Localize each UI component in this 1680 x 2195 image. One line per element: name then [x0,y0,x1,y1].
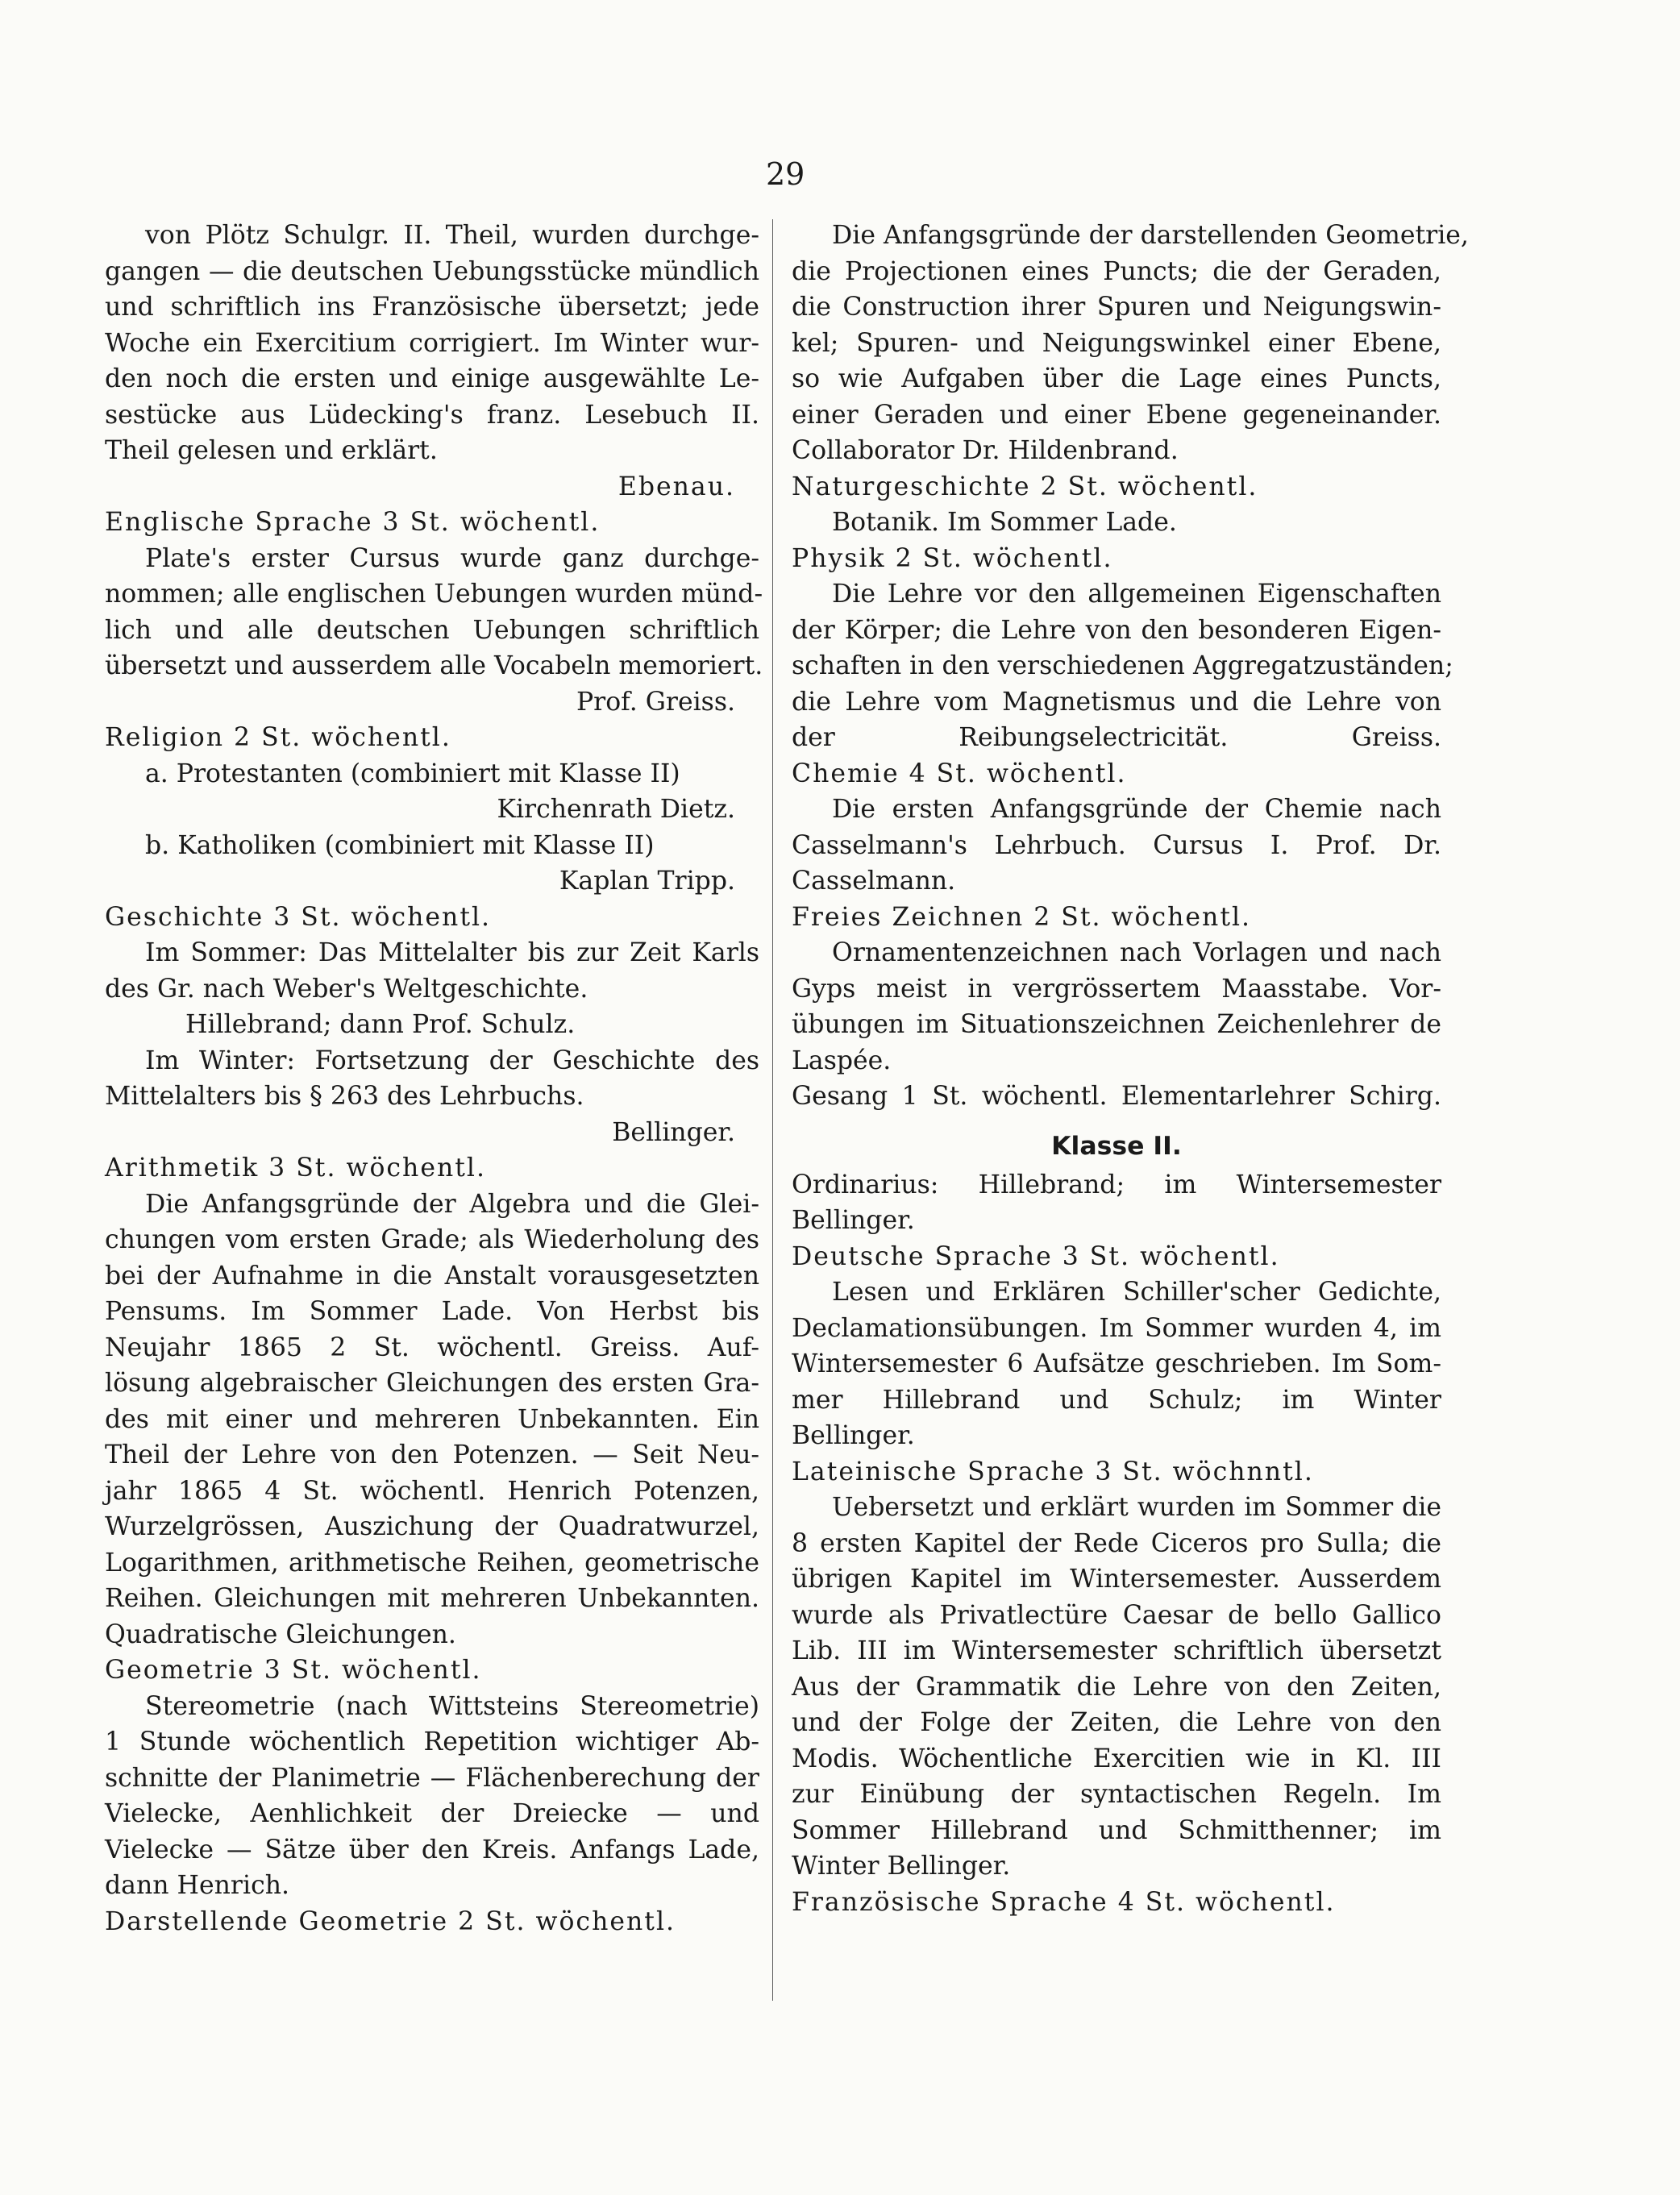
text-line: des mit einer und mehreren Unbekannten. Ein [105,1404,759,1434]
section-heading: Englische Sprache 3 St. wöchentl. [105,508,601,537]
text-line: die Projectionen eines Puncts; die der Geraden, [792,256,1441,286]
text-line: nommen; alle englischen Uebungen wurden münd- [105,580,763,609]
text-line: Botanik. Im Sommer Lade. [832,508,1177,537]
text-line: zur Einübung der syntactischen Regeln. Im [792,1780,1441,1809]
text-line: Pensums. Im Sommer Lade. Von Herbst bis [105,1297,759,1326]
section-heading: Lateinische Sprache 3 St. wöchnntl. [792,1457,1314,1486]
text-line: einer Geraden und einer Ebene gegeneinander. [792,400,1441,430]
text-line: Casselmann. [792,867,956,896]
section-heading: Französische Sprache 4 St. wöchentl. [792,1887,1336,1917]
text-line: bei der Aufnahme in die Anstalt vorausgesetzten [105,1261,759,1291]
text-line: Wurzelgrössen, Auszichung der Quadratwurzel, [105,1512,759,1541]
text-line: Collaborator Dr. Hildenbrand. [792,436,1179,465]
class-heading: Klasse II. [1051,1131,1182,1161]
text-line: Plate's erster Cursus wurde ganz durchge- [145,543,759,573]
text-line: Lib. III im Wintersemester schriftlich übersetzt [792,1636,1441,1665]
text-line: und der Folge der Zeiten, die Lehre von den [792,1708,1441,1737]
text-line: Winter Bellinger. [792,1852,1011,1881]
teacher-name: Kaplan Tripp. [559,867,735,896]
column-divider [772,219,773,2001]
text-line: mer Hillebrand und Schulz; im Winter [792,1385,1441,1415]
text-line: der Reibungselectricität. Greiss. [792,723,1441,752]
text-line: Reihen. Gleichungen mit mehreren Unbekannten. [105,1584,759,1613]
text-line: Im Sommer: Das Mittelalter bis zur Zeit Karls [145,938,759,967]
text-line: Bellinger. [792,1421,915,1450]
text-line: übersetzt und ausserdem alle Vocabeln memoriert. [105,651,763,680]
section-heading: Arithmetik 3 St. wöchentl. [105,1154,487,1183]
text-line: von Plötz Schulgr. II. Theil, wurden durchge- [145,221,759,250]
text-line: b. Katholiken (combiniert mit Klasse II) [145,830,655,860]
text-line: chungen vom ersten Grade; als Wiederholung des [105,1225,759,1254]
text-line: Die ersten Anfangsgründe der Chemie nach [832,795,1441,824]
text-line: Lesen und Erklären Schiller'scher Gedichte, [832,1278,1441,1307]
text-line: 8 ersten Kapitel der Rede Ciceros pro Sulla; die [792,1528,1441,1558]
text-line: Declamationsübungen. Im Sommer wurden 4, im [792,1313,1441,1343]
text-line: übrigen Kapitel im Wintersemester. Ausserdem [792,1565,1441,1594]
text-line: jahr 1865 4 St. wöchentl. Henrich Potenzen, [105,1476,759,1506]
text-line: Vielecke, Aenhlichkeit der Dreiecke — und [105,1799,759,1828]
text-line: übungen im Situationszeichnen Zeichenlehrer de [792,1010,1441,1039]
text-line: gangen — die deutschen Uebungsstücke mündlich [105,256,759,286]
section-heading: Deutsche Sprache 3 St. wöchentl. [792,1241,1280,1271]
text-line: lich und alle deutschen Uebungen schriftlich [105,615,759,645]
teacher-name: Ebenau. [618,472,735,501]
section-heading: Darstellende Geometrie 2 St. wöchentl. [105,1906,676,1936]
text-line: des Gr. nach Weber's Weltgeschichte. [105,974,588,1004]
text-line: Woche ein Exercitium corrigiert. Im Winter wur- [105,328,759,358]
text-line: sestücke aus Lüdecking's franz. Lesebuch II. [105,400,759,430]
text-line: Uebersetzt und erklärt wurden im Sommer die [832,1493,1441,1522]
teacher-name: Bellinger. [612,1117,735,1147]
text-line: Ordinarius: Hillebrand; im Wintersemester [792,1170,1441,1199]
text-line: Die Anfangsgründe der darstellenden Geometrie, [832,221,1469,250]
text-line: 1 Stunde wöchentlich Repetition wichtiger Ab- [105,1727,759,1756]
text-line: Mittelalters bis § 263 des Lehrbuchs. [105,1082,584,1111]
text-line: schnitte der Planimetrie — Flächenberechung der [105,1763,759,1793]
section-heading: Gesang 1 St. wöchentl. Elementarlehrer Schirg. [792,1082,1441,1111]
text-line: Quadratische Gleichungen. [105,1619,456,1649]
section-heading: Geometrie 3 St. wöchentl. [105,1656,482,1685]
text-line: so wie Aufgaben über die Lage eines Puncts, [792,364,1441,393]
text-line: Bellinger. [792,1206,915,1235]
text-line: kel; Spuren- und Neigungswinkel einer Ebene, [792,328,1441,358]
text-line: dann Henrich. [105,1871,290,1900]
section-heading: Freies Zeichnen 2 St. wöchentl. [792,902,1252,932]
text-line: Im Winter: Fortsetzung der Geschichte des [145,1046,759,1075]
teacher-name: Hillebrand; dann Prof. Schulz. [185,1010,576,1039]
text-line: wurde als Privatlectüre Caesar de bello Gallico [792,1600,1441,1630]
text-line: Laspée. [792,1046,892,1075]
text-line: a. Protestanten (combiniert mit Klasse II) [145,759,680,788]
text-line: der Körper; die Lehre von den besonderen Eigen- [792,615,1441,645]
section-heading: Religion 2 St. wöchentl. [105,723,451,752]
page-number: 29 [766,156,805,192]
text-line: Neujahr 1865 2 St. wöchentl. Greiss. Auf- [105,1332,759,1362]
text-line: Sommer Hillebrand und Schmitthenner; im [792,1815,1441,1845]
text-line: den noch die ersten und einige ausgewählte Le- [105,364,759,393]
teacher-name: Kirchenrath Dietz. [497,795,735,824]
text-line: schaften in den verschiedenen Aggregatzuständen; [792,651,1453,680]
text-line: Gyps meist in vergrössertem Maasstabe. Vor- [792,974,1441,1004]
section-heading: Geschichte 3 St. wöchentl. [105,902,492,932]
text-line: Die Anfangsgründe der Algebra und die Glei- [145,1189,759,1219]
text-line: Aus der Grammatik die Lehre von den Zeiten, [792,1672,1441,1702]
text-line: Theil gelesen und erklärt. [105,436,438,465]
text-line: Wintersemester 6 Aufsätze geschrieben. Im Som- [792,1349,1441,1378]
text-line: die Lehre vom Magnetismus und die Lehre von [792,687,1441,717]
text-line: Casselmann's Lehrbuch. Cursus I. Prof. Dr. [792,830,1441,860]
teacher-name: Prof. Greiss. [576,687,735,717]
section-heading: Naturgeschichte 2 St. wöchentl. [792,472,1258,501]
section-heading: Physik 2 St. wöchentl. [792,543,1113,573]
text-line: Modis. Wöchentliche Exercitien wie in Kl. III [792,1744,1441,1773]
text-line: Logarithmen, arithmetische Reihen, geometrische [105,1548,759,1578]
section-heading: Chemie 4 St. wöchentl. [792,759,1127,788]
text-line: Stereometrie (nach Wittsteins Stereometrie) [145,1691,759,1721]
text-line: die Construction ihrer Spuren und Neigungswin- [792,293,1441,322]
text-line: Die Lehre vor den allgemeinen Eigenschaften [832,580,1441,609]
text-line: und schriftlich ins Französische übersetzt; jede [105,293,759,322]
text-line: Vielecke — Sätze über den Kreis. Anfangs Lade, [105,1835,759,1865]
left-column [105,218,763,1939]
text-line: Ornamentenzeichnen nach Vorlagen und nach [832,938,1441,967]
right-column [792,218,1469,1920]
text-line: Theil der Lehre von den Potenzen. — Seit Neu- [105,1440,759,1470]
text-line: lösung algebraischer Gleichungen des ersten Gra- [105,1369,759,1398]
